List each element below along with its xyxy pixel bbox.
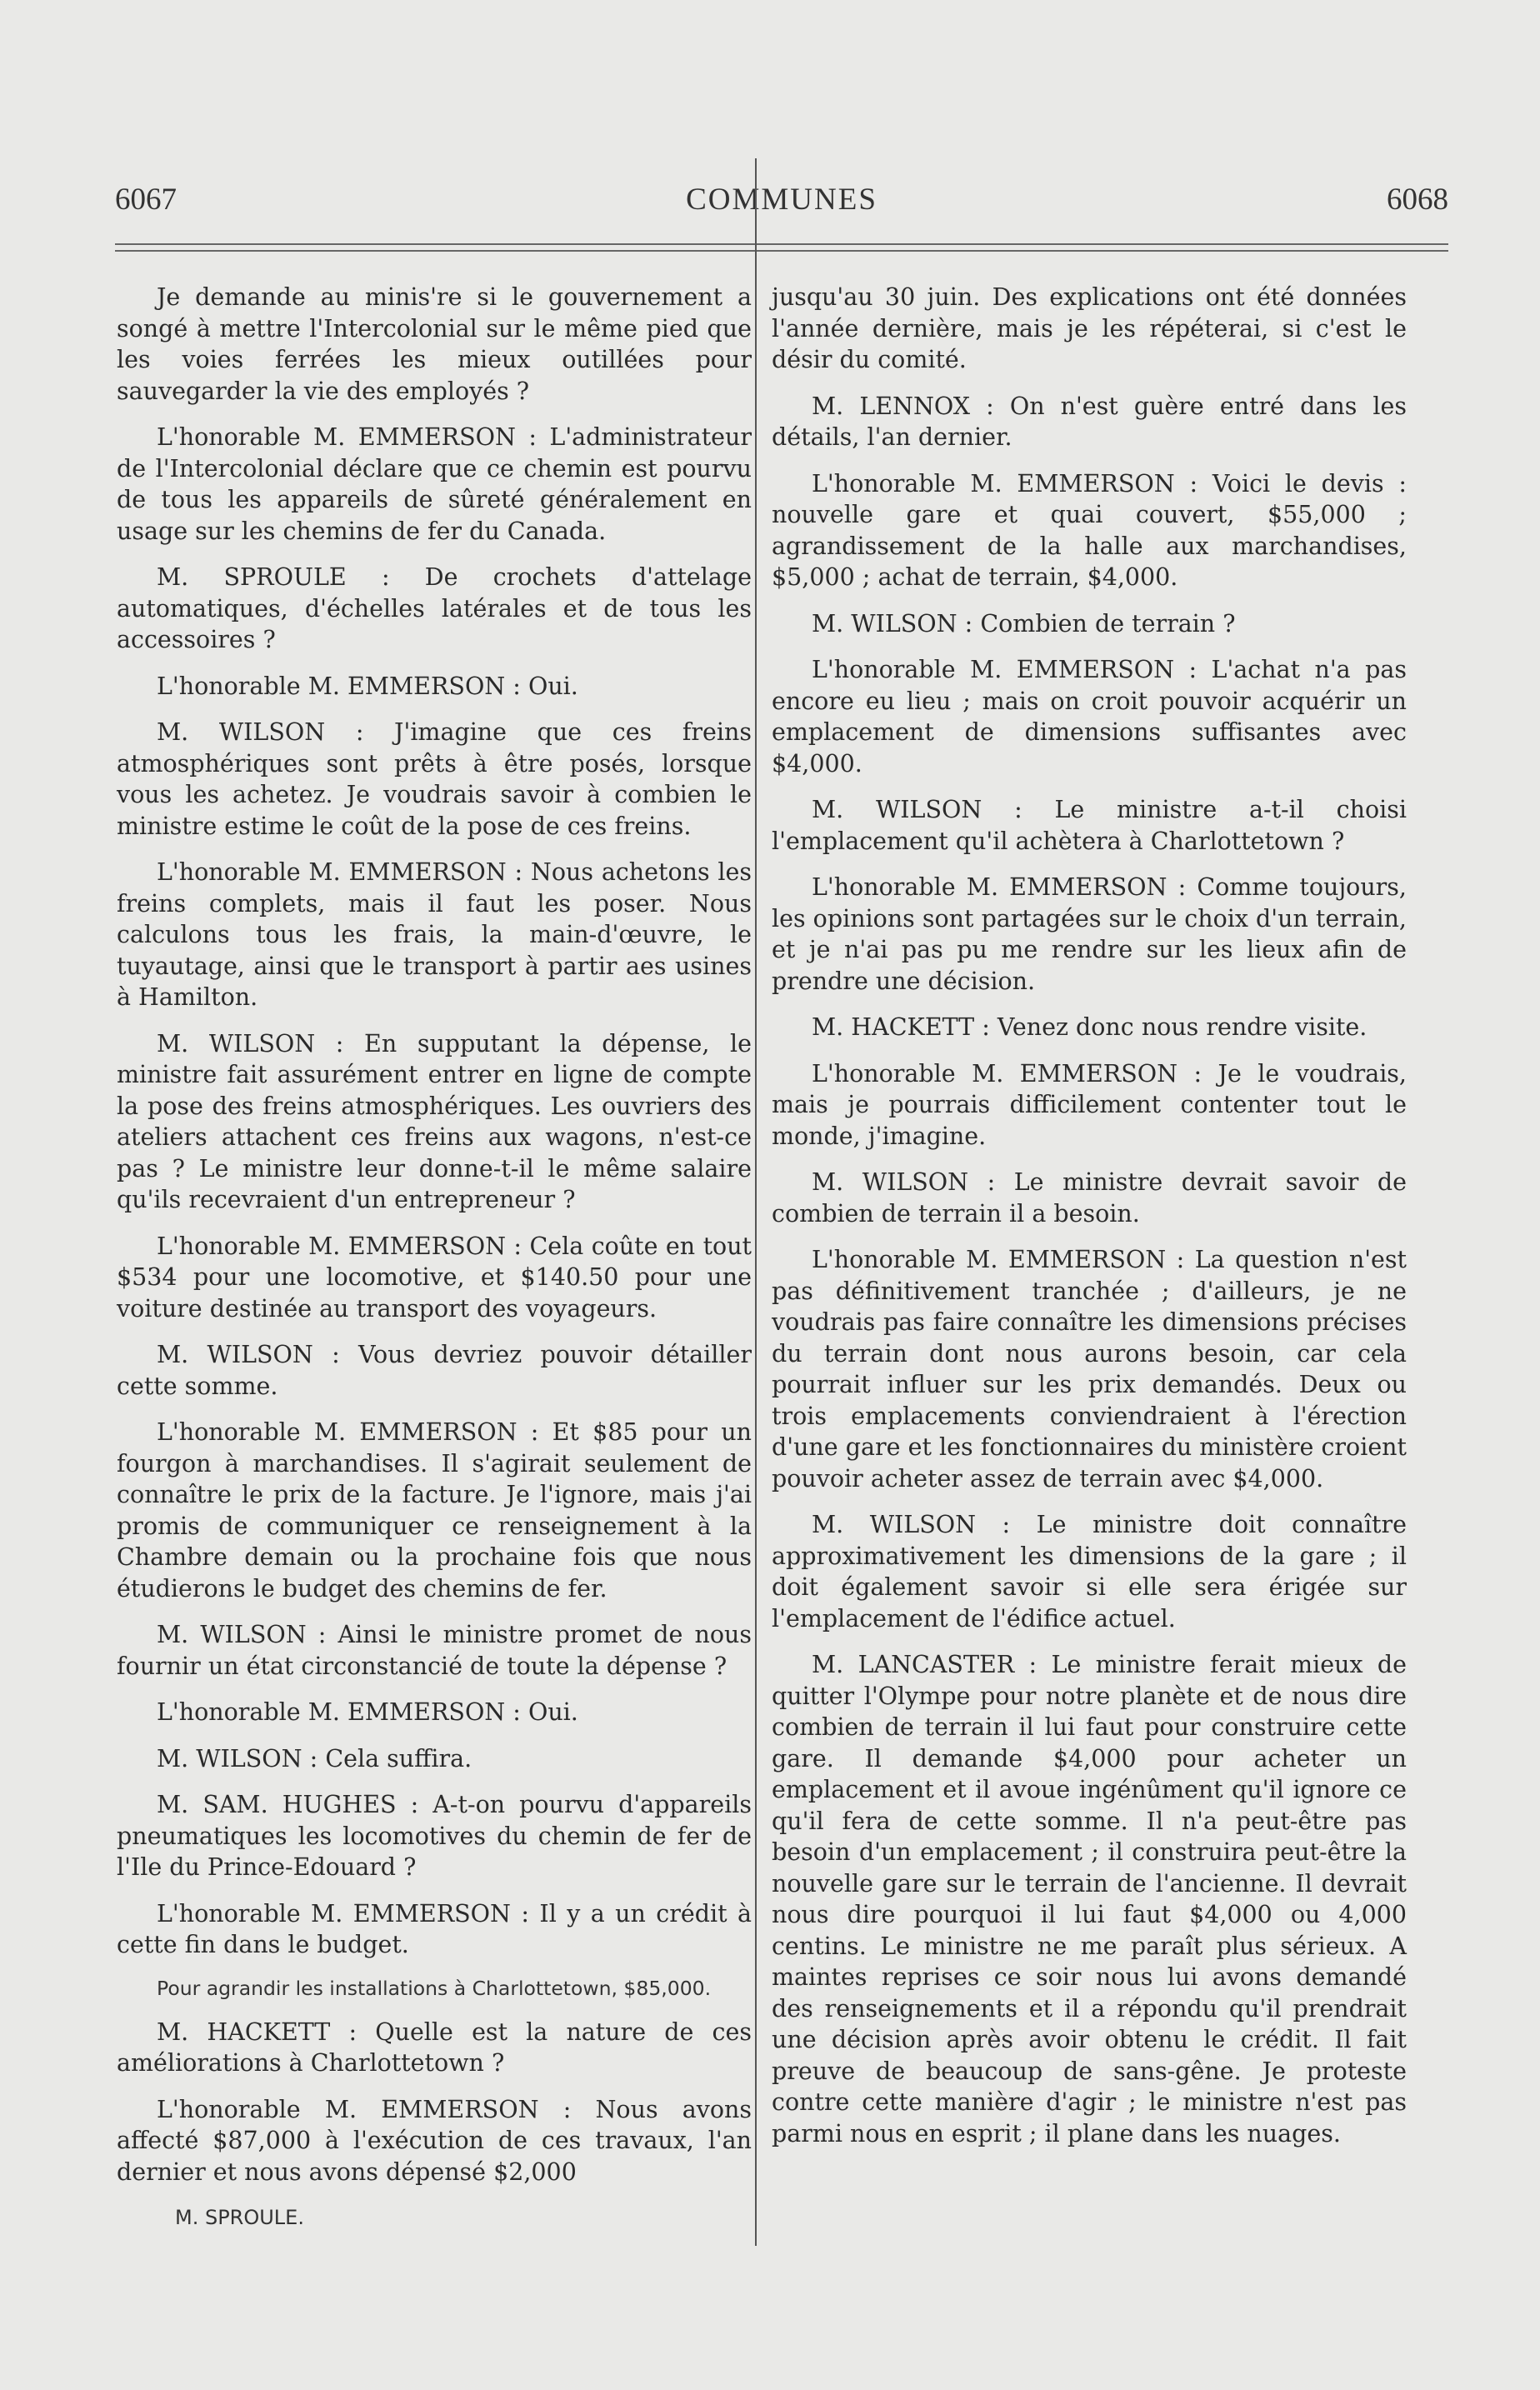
right-column <box>772 282 1407 2164</box>
paragraph: M. SPROULE : De crochets d'attelage automatiques, d'échelles latérales et de tous les accessoires ? <box>117 563 752 653</box>
paragraph: M. HACKETT : Quelle est la nature de ces améliorations à Charlottetown ? <box>117 2018 752 2077</box>
paragraph: L'honorable M. EMMERSON : L'achat n'a pas encore eu lieu ; mais on croit pouvoir acquérir un emplacement de dimensions suffisantes avec $4,000. <box>772 656 1407 778</box>
paragraph: jusqu'au 30 juin. Des explications ont été données l'année dernière, mais je les répéterai, si c'est le désir du comité. <box>772 283 1407 373</box>
left-column <box>117 282 752 2249</box>
catchword: M. SPROULE. <box>175 2206 304 2229</box>
paragraph: L'honorable M. EMMERSON : Oui. <box>157 672 578 700</box>
page-title: COMMUNES <box>686 182 878 217</box>
paragraph: L'honorable M. EMMERSON : Oui. <box>157 1698 578 1726</box>
paragraph: M. WILSON : Ainsi le ministre promet de nous fournir un état circonstancié de toute la dépense ? <box>117 1621 752 1680</box>
paragraph: M. LENNOX : On n'est guère entré dans les détails, l'an dernier. <box>772 392 1407 451</box>
paragraph: L'honorable M. EMMERSON : Comme toujours, les opinions sont partagées sur le choix d'un terrain, et je n'ai pas pu me rendre sur les lieux afin de prendre une décision. <box>772 873 1407 995</box>
page-number-left: 6067 <box>115 182 177 217</box>
paragraph: M. WILSON : Vous devriez pouvoir détailler cette somme. <box>117 1341 752 1400</box>
paragraph: M. SAM. HUGHES : A-t-on pourvu d'appareils pneumatiques les locomotives du chemin de fer de l'Ile du Prince-Edouard ? <box>117 1791 752 1881</box>
paragraph: M. WILSON : J'imagine que ces freins atmosphériques sont prêts à être posés, lorsque vous les achetez. Je voudrais savoir à combien le ministre estime le coût de la pose de ces freins. <box>117 718 752 840</box>
paragraph: L'honorable M. EMMERSON : Et $85 pour un fourgon à marchandises. Il s'agirait seulement de connaître le prix de la facture. Je l'ignore, mais j'ai promis de communiquer ce renseignement à la Chambre demain ou la prochaine fois que nous étudierons le budget des chemins de fer. <box>117 1418 752 1602</box>
paragraph: L'honorable M. EMMERSON : Voici le devis : nouvelle gare et quai couvert, $55,000 ; agrandissement de la halle aux marchandises, $5,000 ; achat de terrain, $4,000. <box>772 469 1407 591</box>
paragraph: M. WILSON : Cela suffira. <box>157 1744 472 1772</box>
header-rule-bottom <box>115 250 1448 252</box>
paragraph: M. HACKETT : Venez donc nous rendre visite. <box>812 1013 1368 1041</box>
paragraph: M. WILSON : En supputant la dépense, le ministre fait assurément entrer en ligne de compte la pose des freins atmosphériques. Les ouvriers des ateliers attachent ces freins aux wagons, n'est-ce pas ? Le ministre leur donne-t-il le même salaire qu'ils recevraient d'un entrepreneur ? <box>117 1029 752 1213</box>
header-rule-top <box>115 243 1448 245</box>
paragraph: M. WILSON : Combien de terrain ? <box>812 609 1236 638</box>
paragraph: L'honorable M. EMMERSON : Cela coûte en tout $534 pour une locomotive, et $140.50 pour une voiture destinée au transport des voyageurs. <box>117 1232 752 1322</box>
column-divider <box>755 158 757 2246</box>
paragraph: L'honorable M. EMMERSON : Nous achetons les freins complets, mais il faut les poser. Nous calculons tous les frais, la main-d'œuvre, le tuyautage, ainsi que le transport à partir aes usines à Hamilton. <box>117 858 752 1011</box>
paragraph: M. WILSON : Le ministre doit connaître approximativement les dimensions de la gare ; il doit également savoir si elle sera érigée sur l'emplacement de l'édifice actuel. <box>772 1511 1407 1632</box>
paragraph: L'honorable M. EMMERSON : L'administrateur de l'Intercolonial déclare que ce chemin est pourvu de tous les appareils de sûreté généralement en usage sur les chemins de fer du Canada. <box>117 423 752 545</box>
paragraph: L'honorable M. EMMERSON : Je le voudrais, mais je pourrais difficilement contenter tout le monde, j'imagine. <box>772 1059 1407 1150</box>
page-number-right: 6068 <box>1387 182 1448 217</box>
paragraph: Je demande au minis're si le gouvernement a songé à mettre l'Intercolonial sur le même pied que les voies ferrées les mieux outillées pour sauvegarder la vie des employés ? <box>117 283 752 405</box>
paragraph: L'honorable M. EMMERSON : La question n'est pas définitivement tranchée ; d'ailleurs, je ne voudrais pas faire connaître les dimensions précises du terrain dont nous aurons besoin, car cela pourrait influer sur les prix demandés. Deux ou trois emplacements conviendraient à l'érection d'une gare et les fonctionnaires du ministère croient pouvoir acheter assez de terrain avec $4,000. <box>772 1246 1407 1492</box>
paragraph: M. WILSON : Le ministre devrait savoir de combien de terrain il a besoin. <box>772 1168 1407 1228</box>
page-header <box>115 182 1448 232</box>
paragraph: M. LANCASTER : Le ministre ferait mieux de quitter l'Olympe pour notre planète et de nous dire combien de terrain il lui faut pour construire cette gare. Il demande $4,000 pour acheter un emplacement et il avoue ingénûment qu'il ignore ce qu'il fera de cette somme. Il n'a peut-être pas besoin d'un emplacement ; il construira peut-être la nouvelle gare sur le terrain de l'ancienne. Il devrait nous dire pourquoi il lui faut $4,000 ou 4,000 centins. Le ministre ne me paraît plus sérieux. A maintes reprises ce soir nous lui avons demandé des renseignements et il a répondu qu'il prendrait une décision après avoir obtenu le crédit. Il fait preuve de beaucoup de sans-gêne. Je proteste contre cette manière d'agir ; le ministre n'est pas parmi nous en esprit ; il plane dans les nuages. <box>772 1651 1407 2148</box>
paragraph: L'honorable M. EMMERSON : Il y a un crédit à cette fin dans le budget. <box>117 1899 752 1958</box>
budget-resolution: Pour agrandir les installations à Charlottetown, $85,000. <box>157 1976 712 2000</box>
paragraph: L'honorable M. EMMERSON : Nous avons affecté $87,000 à l'exécution de ces travaux, l'an dernier et nous avons dépensé $2,000 <box>117 2095 752 2186</box>
paragraph: M. WILSON : Le ministre a-t-il choisi l'emplacement qu'il achètera à Charlottetown ? <box>772 796 1407 855</box>
